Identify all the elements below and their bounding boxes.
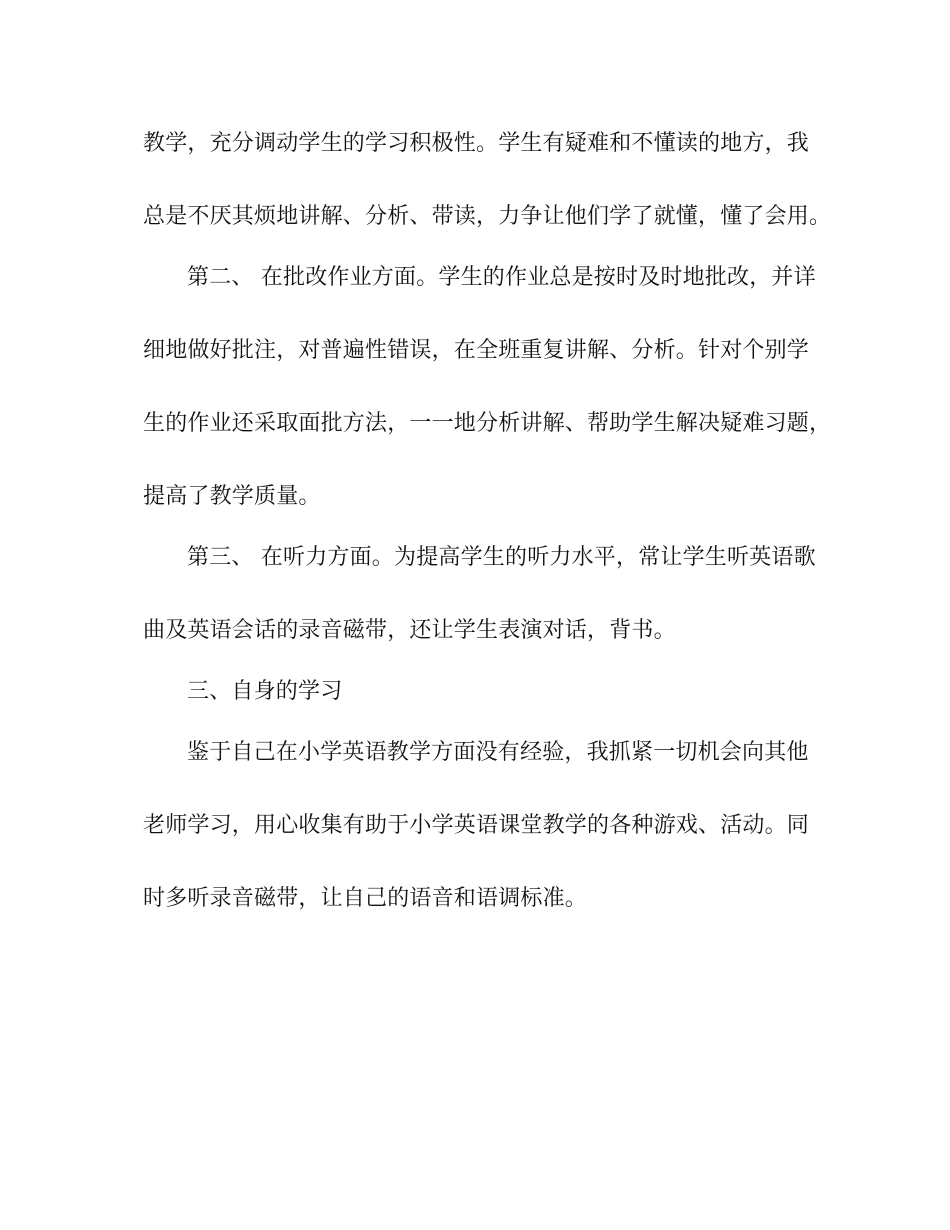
- text-line: 时多听录音磁带，让自己的语音和语调标准。: [143, 886, 588, 911]
- paragraph-heading-line: 第三、 在听力方面。为提高学生的听力水平，常让学生听英语歌: [187, 545, 816, 570]
- paragraph-first-line: 鉴于自己在小学英语教学方面没有经验，我抓紧一切机会向其他: [187, 740, 809, 765]
- text-line: 教学，充分调动学生的学习积极性。学生有疑难和不懂读的地方，我: [143, 131, 810, 156]
- text-line: 提高了教学质量。: [143, 484, 321, 509]
- text-line: 细地做好批注，对普遍性错误，在全班重复讲解、分析。针对个别学: [143, 338, 810, 363]
- text-line: 老师学习，用心收集有助于小学英语课堂教学的各种游戏、活动。同: [143, 813, 810, 838]
- text-line: 曲及英语会话的录音磁带，还让学生表演对话，背书。: [143, 618, 676, 643]
- paragraph-heading-line: 第二、 在批改作业方面。学生的作业总是按时及时地批改，并详: [187, 265, 816, 290]
- text-line: 总是不厌其烦地讲解、分析、带读，力争让他们学了就懂，懂了会用。: [143, 204, 832, 229]
- text-line: 生的作业还采取面批方法，一一地分析讲解、帮助学生解决疑难习题，: [143, 411, 832, 436]
- section-heading: 三、自身的学习: [187, 679, 343, 704]
